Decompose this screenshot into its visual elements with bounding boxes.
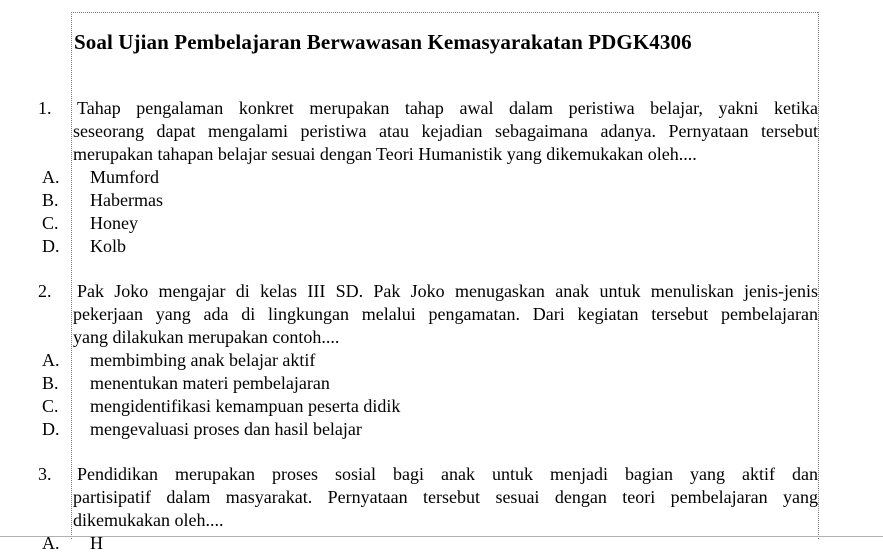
option-letter: B. [42,373,59,393]
option-text: mengidentifikasi kemampuan peserta didik [90,396,401,416]
option-letter: A. [42,350,60,370]
question-text-line: Pendidikan merupakan proses sosial bagi anak untuk menjadi bagian yang aktif dan [77,464,818,484]
question-number: 1. [38,98,52,118]
question-text-line: Tahap pengalaman konkret merupakan tahap awal dalam peristiwa belajar, yakni ketika [77,98,818,118]
option-letter: D. [42,236,60,256]
text-box-left-border [71,12,72,539]
option-letter: D. [42,419,60,439]
document-title: Soal Ujian Pembelajaran Berwawasan Kemasyarakatan PDGK4306 [74,30,692,54]
question-text-line: yang dilakukan merupakan contoh.... [73,327,340,347]
option-text: mengevaluasi proses dan hasil belajar [90,419,362,439]
option-text: membimbing anak belajar aktif [90,350,316,370]
question-text-line: pekerjaan yang ada di lingkungan melalui pengamatan. Dari kegiatan tersebut pembelajaran [73,304,818,324]
option-letter: A. [42,533,60,553]
question-text-line: Pak Joko mengajar di kelas III SD. Pak Joko menugaskan anak untuk menuliskan jenis-jenis [77,281,818,301]
option-letter: B. [42,190,59,210]
question-text-line: seseorang dapat mengalami peristiwa atau kejadian sebagaimana adanya. Pernyataan tersebut [73,121,818,141]
option-text: menentukan materi pembelajaran [90,373,330,393]
option-text: H [90,533,103,553]
option-letter: A. [42,167,60,187]
question-number: 2. [38,281,52,301]
question-text-line: merupakan tahapan belajar sesuai dengan Teori Humanistik yang dikemukakan oleh.... [73,144,697,164]
question-number: 3. [38,464,52,484]
option-letter: C. [42,213,59,233]
option-text: Habermas [90,190,163,210]
question-text-line: dikemukakan oleh.... [73,510,224,530]
option-text: Kolb [90,236,126,256]
page-bottom-edge [0,536,883,537]
option-text: Honey [90,213,138,233]
text-box-top-border [71,12,818,13]
option-letter: C. [42,396,59,416]
text-box-right-border [818,12,819,539]
option-text: Mumford [90,167,159,187]
question-text-line: partisipatif dalam masyarakat. Pernyataan tersebut sesuai dengan teori pembelajaran yang [73,487,818,507]
